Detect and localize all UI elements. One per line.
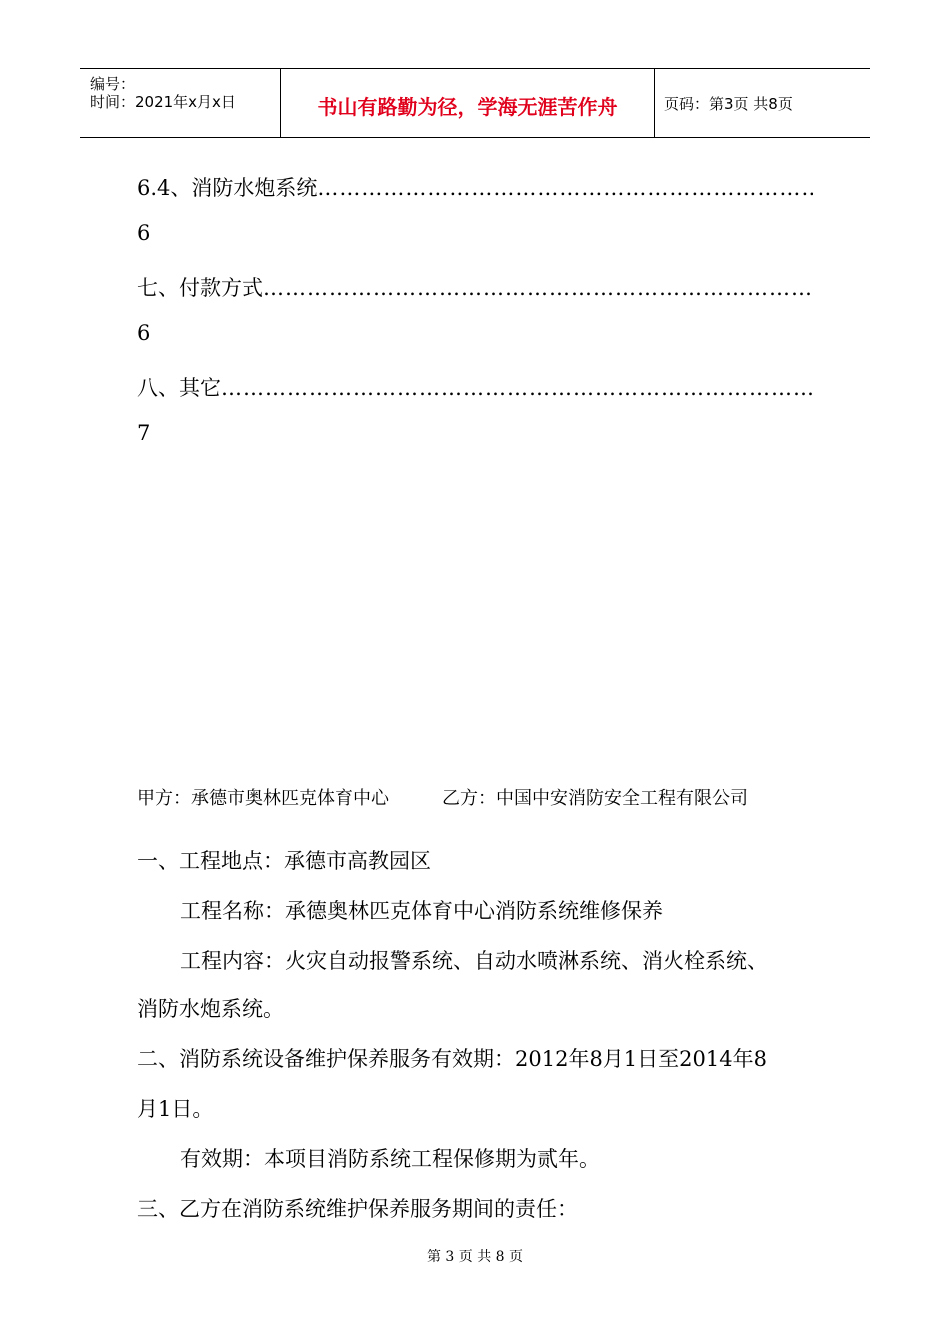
toc-leader-dots [263,276,813,300]
party-b: 乙方：中国中安消防安全工程有限公司 [442,788,748,809]
document-time-label: 时间：2021年x月x日 [90,93,236,111]
page-footer: 第 3 页 共 8 页 [426,1249,524,1265]
toc-entry-page: 7 [137,421,151,445]
header-motto: 书山有路勤为径，学海无涯苦作舟 [317,95,618,119]
toc-entry-page: 6 [137,221,151,245]
paragraph: 工程内容：火灾自动报警系统、自动水喷淋系统、消火栓系统、 [180,949,768,973]
toc-leader-dots [317,176,813,200]
header-right-cell [654,69,870,137]
toc-entry [137,172,813,202]
paragraph: 消防水炮系统。 [137,997,284,1021]
toc-entry-page: 6 [137,321,151,345]
toc-entry-title: 6.4、消防水炮系统 [137,176,318,200]
party-a: 甲方：承德市奥林匹克体育中心 [137,788,389,809]
paragraph: 月1日。 [137,1097,214,1121]
paragraph: 一、工程地点：承德市高教园区 [137,849,431,873]
document-number-label: 编号： [90,75,136,93]
paragraph: 二、消防系统设备维护保养服务有效期：2012年8月1日至2014年8 [137,1047,767,1071]
paragraph: 三、乙方在消防系统维护保养服务期间的责任： [137,1197,578,1221]
toc-entry-title: 七、付款方式 [137,276,263,300]
page-number-label: 页码：第3页 共8页 [664,95,793,113]
header-mid-cell [280,69,655,137]
toc-entry [137,272,813,302]
header-left-cell [80,69,280,137]
paragraph: 有效期：本项目消防系统工程保修期为贰年。 [180,1147,600,1171]
toc-entry-title: 八、其它 [137,376,221,400]
page-header [80,68,870,138]
paragraph: 工程名称：承德奥林匹克体育中心消防系统维修保养 [180,899,663,923]
toc-leader-dots [221,376,813,400]
toc-entry [137,372,813,402]
